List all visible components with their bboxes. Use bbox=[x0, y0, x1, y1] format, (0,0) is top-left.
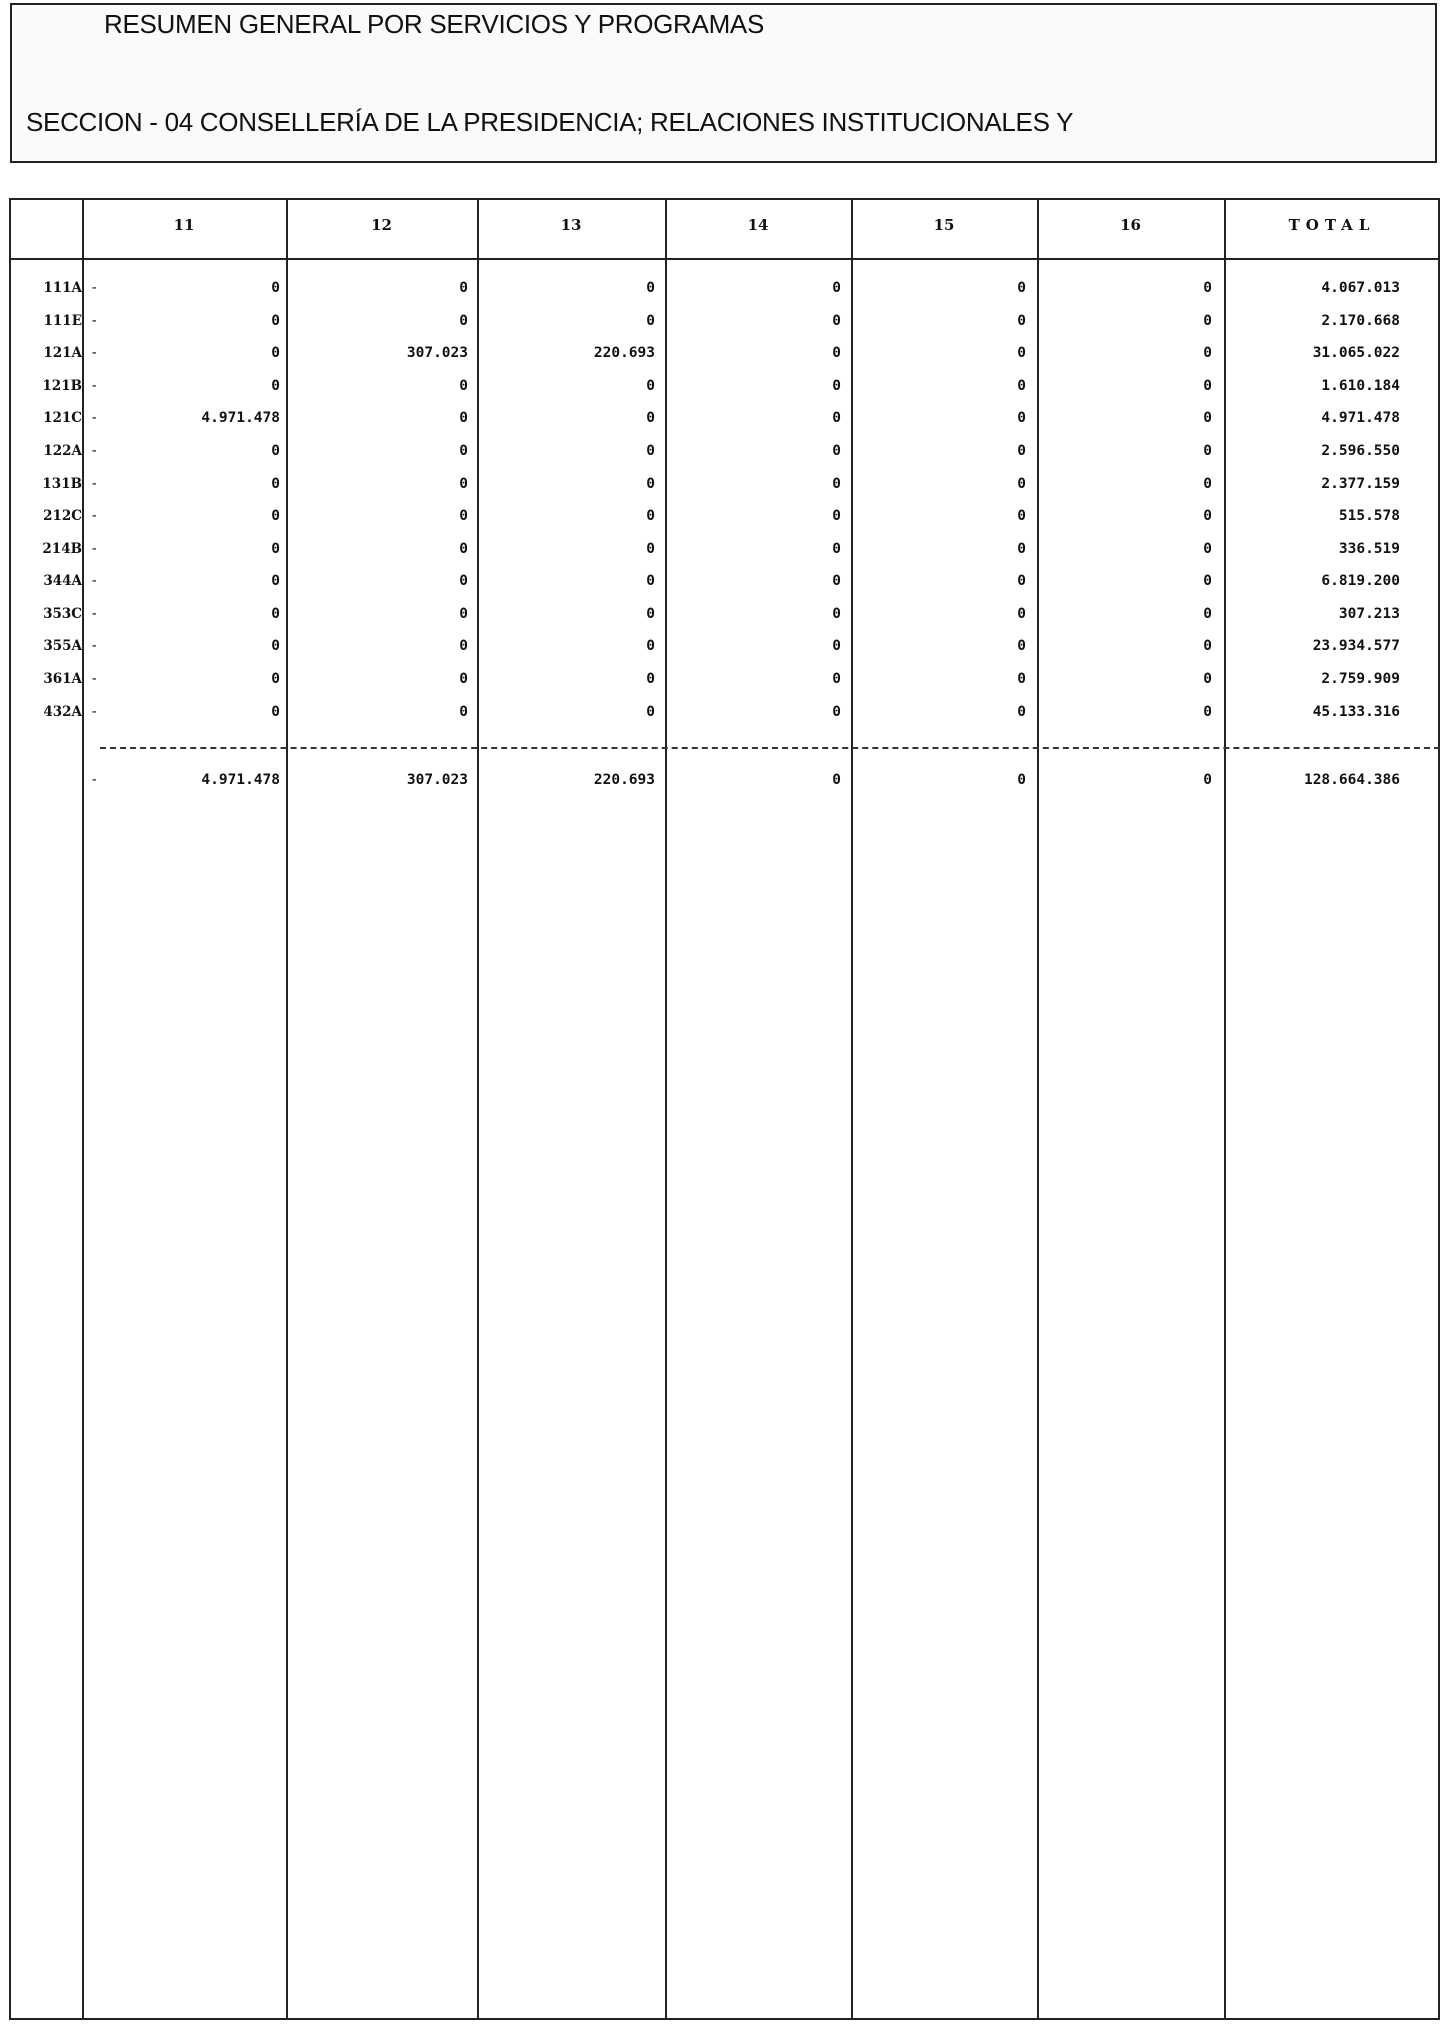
cell-16: 0 bbox=[1203, 573, 1212, 589]
row-dash: - bbox=[90, 606, 99, 622]
cell-14: 0 bbox=[832, 378, 841, 394]
cell-12: 0 bbox=[459, 704, 468, 720]
cell-12: 0 bbox=[459, 476, 468, 492]
row-dash: - bbox=[90, 410, 99, 426]
row-dash: - bbox=[90, 378, 99, 394]
cell-14: 0 bbox=[832, 410, 841, 426]
cell-14: 0 bbox=[832, 476, 841, 492]
cell-16: 0 bbox=[1203, 476, 1212, 492]
row-dash: - bbox=[90, 541, 99, 557]
program-code: 353C bbox=[43, 606, 82, 622]
row-dash: - bbox=[90, 671, 99, 687]
column-divider bbox=[665, 198, 667, 2020]
cell-13: 0 bbox=[646, 443, 655, 459]
cell-11: 0 bbox=[271, 638, 280, 654]
row-dash: - bbox=[90, 345, 99, 361]
row-dash: - bbox=[90, 280, 99, 296]
cell-13: 0 bbox=[646, 378, 655, 394]
cell-15: 0 bbox=[1017, 345, 1026, 361]
column-divider bbox=[477, 198, 479, 2020]
program-code: 111E bbox=[43, 313, 82, 329]
cell-12: 0 bbox=[459, 280, 468, 296]
cell-13: 0 bbox=[646, 638, 655, 654]
cell-15: 0 bbox=[1017, 410, 1026, 426]
cell-15: 0 bbox=[1017, 671, 1026, 687]
cell-total: 23.934.577 bbox=[1312, 638, 1400, 654]
column-divider bbox=[851, 198, 853, 2020]
program-code: 122A bbox=[43, 443, 82, 459]
cell-13: 0 bbox=[646, 541, 655, 557]
cell-total: 1.610.184 bbox=[1321, 378, 1400, 394]
program-code: 131B bbox=[42, 476, 82, 492]
cell-15: 0 bbox=[1017, 704, 1026, 720]
cell-15: 0 bbox=[1017, 508, 1026, 524]
cell-14: 0 bbox=[832, 541, 841, 557]
cell-13: 0 bbox=[646, 410, 655, 426]
cell-16: 0 bbox=[1203, 704, 1212, 720]
cell-16: 0 bbox=[1203, 313, 1212, 329]
cell-16: 0 bbox=[1203, 541, 1212, 557]
cell-14: 0 bbox=[832, 638, 841, 654]
row-dash: - bbox=[90, 508, 99, 524]
cell-11: 0 bbox=[271, 606, 280, 622]
section-title: SECCION - 04 CONSELLERÍA DE LA PRESIDENCIA; RELACIONES INSTITUCIONALES Y bbox=[26, 107, 1074, 137]
cell-total: 2.759.909 bbox=[1321, 671, 1400, 687]
cell-14: 0 bbox=[832, 704, 841, 720]
cell-12: 0 bbox=[459, 508, 468, 524]
cell-11: 0 bbox=[271, 313, 280, 329]
cell-total: 6.819.200 bbox=[1321, 573, 1400, 589]
cell-11: 0 bbox=[271, 476, 280, 492]
cell-total: 2.377.159 bbox=[1321, 476, 1400, 492]
cell-11: 0 bbox=[271, 443, 280, 459]
totals-separator bbox=[100, 747, 1440, 749]
cell-11: 0 bbox=[271, 541, 280, 557]
total-16: 0 bbox=[1203, 772, 1212, 788]
cell-12: 0 bbox=[459, 573, 468, 589]
column-header-13: 13 bbox=[560, 216, 582, 234]
column-header-total: TOTAL bbox=[1288, 216, 1376, 234]
cell-12: 0 bbox=[459, 378, 468, 394]
cell-15: 0 bbox=[1017, 541, 1026, 557]
cell-15: 0 bbox=[1017, 573, 1026, 589]
cell-13: 0 bbox=[646, 606, 655, 622]
cell-12: 0 bbox=[459, 443, 468, 459]
column-header-11: 11 bbox=[173, 216, 195, 234]
cell-16: 0 bbox=[1203, 410, 1212, 426]
cell-16: 0 bbox=[1203, 606, 1212, 622]
cell-total: 45.133.316 bbox=[1312, 704, 1400, 720]
column-divider bbox=[286, 198, 288, 2020]
cell-14: 0 bbox=[832, 573, 841, 589]
cell-11: 0 bbox=[271, 573, 280, 589]
cell-12: 0 bbox=[459, 410, 468, 426]
cell-13: 220.693 bbox=[593, 345, 655, 361]
cell-14: 0 bbox=[832, 345, 841, 361]
cell-12: 0 bbox=[459, 541, 468, 557]
cell-14: 0 bbox=[832, 508, 841, 524]
column-divider bbox=[1224, 198, 1226, 2020]
cell-15: 0 bbox=[1017, 606, 1026, 622]
row-dash: - bbox=[90, 573, 99, 589]
cell-13: 0 bbox=[646, 476, 655, 492]
grand-total: 128.664.386 bbox=[1303, 772, 1400, 788]
cell-11: 0 bbox=[271, 671, 280, 687]
cell-12: 0 bbox=[459, 671, 468, 687]
cell-13: 0 bbox=[646, 573, 655, 589]
cell-13: 0 bbox=[646, 671, 655, 687]
cell-16: 0 bbox=[1203, 508, 1212, 524]
column-header-14: 14 bbox=[747, 216, 769, 234]
program-code: 344A bbox=[43, 573, 82, 589]
cell-15: 0 bbox=[1017, 476, 1026, 492]
cell-16: 0 bbox=[1203, 280, 1212, 296]
program-code: 361A bbox=[43, 671, 82, 687]
program-code: 355A bbox=[43, 638, 82, 654]
cell-15: 0 bbox=[1017, 313, 1026, 329]
cell-14: 0 bbox=[832, 313, 841, 329]
row-dash: - bbox=[90, 638, 99, 654]
cell-11: 0 bbox=[271, 280, 280, 296]
column-header-12: 12 bbox=[371, 216, 392, 234]
row-dash: - bbox=[90, 704, 99, 720]
cell-14: 0 bbox=[832, 443, 841, 459]
cell-15: 0 bbox=[1017, 443, 1026, 459]
cell-14: 0 bbox=[832, 671, 841, 687]
cell-total: 31.065.022 bbox=[1312, 345, 1400, 361]
total-12: 307.023 bbox=[406, 772, 468, 788]
row-dash: - bbox=[90, 443, 99, 459]
program-code: 121C bbox=[43, 410, 82, 426]
cell-14: 0 bbox=[832, 280, 841, 296]
total-14: 0 bbox=[832, 772, 841, 788]
cell-total: 515.578 bbox=[1338, 508, 1400, 524]
cell-14: 0 bbox=[832, 606, 841, 622]
cell-total: 4.067.013 bbox=[1321, 280, 1400, 296]
cell-16: 0 bbox=[1203, 638, 1212, 654]
header-rule bbox=[9, 258, 1440, 260]
cell-total: 2.596.550 bbox=[1321, 443, 1400, 459]
total-11: 4.971.478 bbox=[201, 772, 280, 788]
cell-15: 0 bbox=[1017, 378, 1026, 394]
cell-13: 0 bbox=[646, 508, 655, 524]
cell-11: 0 bbox=[271, 704, 280, 720]
row-dash: - bbox=[90, 476, 99, 492]
cell-13: 0 bbox=[646, 313, 655, 329]
program-code: 212C bbox=[43, 508, 82, 524]
cell-total: 307.213 bbox=[1338, 606, 1400, 622]
program-code: 121B bbox=[42, 378, 82, 394]
cell-total: 4.971.478 bbox=[1321, 410, 1400, 426]
report-header bbox=[10, 3, 1437, 163]
cell-total: 2.170.668 bbox=[1321, 313, 1400, 329]
cell-12: 0 bbox=[459, 638, 468, 654]
cell-11: 0 bbox=[271, 345, 280, 361]
column-header-16: 16 bbox=[1120, 216, 1141, 234]
cell-12: 0 bbox=[459, 313, 468, 329]
total-15: 0 bbox=[1017, 772, 1026, 788]
report-title: RESUMEN GENERAL POR SERVICIOS Y PROGRAMAS bbox=[104, 9, 765, 39]
cell-12: 307.023 bbox=[406, 345, 468, 361]
cell-16: 0 bbox=[1203, 671, 1212, 687]
cell-16: 0 bbox=[1203, 345, 1212, 361]
row-dash: - bbox=[90, 313, 99, 329]
cell-total: 336.519 bbox=[1338, 541, 1400, 557]
total-13: 220.693 bbox=[593, 772, 655, 788]
cell-15: 0 bbox=[1017, 638, 1026, 654]
column-header-15: 15 bbox=[933, 216, 955, 234]
cell-16: 0 bbox=[1203, 378, 1212, 394]
cell-11: 0 bbox=[271, 508, 280, 524]
cell-11: 4.971.478 bbox=[201, 410, 280, 426]
column-divider bbox=[1037, 198, 1039, 2020]
cell-12: 0 bbox=[459, 606, 468, 622]
row-dash: - bbox=[90, 772, 99, 788]
cell-16: 0 bbox=[1203, 443, 1212, 459]
cell-13: 0 bbox=[646, 280, 655, 296]
cell-11: 0 bbox=[271, 378, 280, 394]
program-code: 214B bbox=[42, 541, 82, 557]
program-code: 432A bbox=[43, 704, 82, 720]
column-divider bbox=[82, 198, 84, 2020]
cell-15: 0 bbox=[1017, 280, 1026, 296]
program-code: 111A bbox=[43, 280, 82, 296]
program-code: 121A bbox=[43, 345, 82, 361]
cell-13: 0 bbox=[646, 704, 655, 720]
